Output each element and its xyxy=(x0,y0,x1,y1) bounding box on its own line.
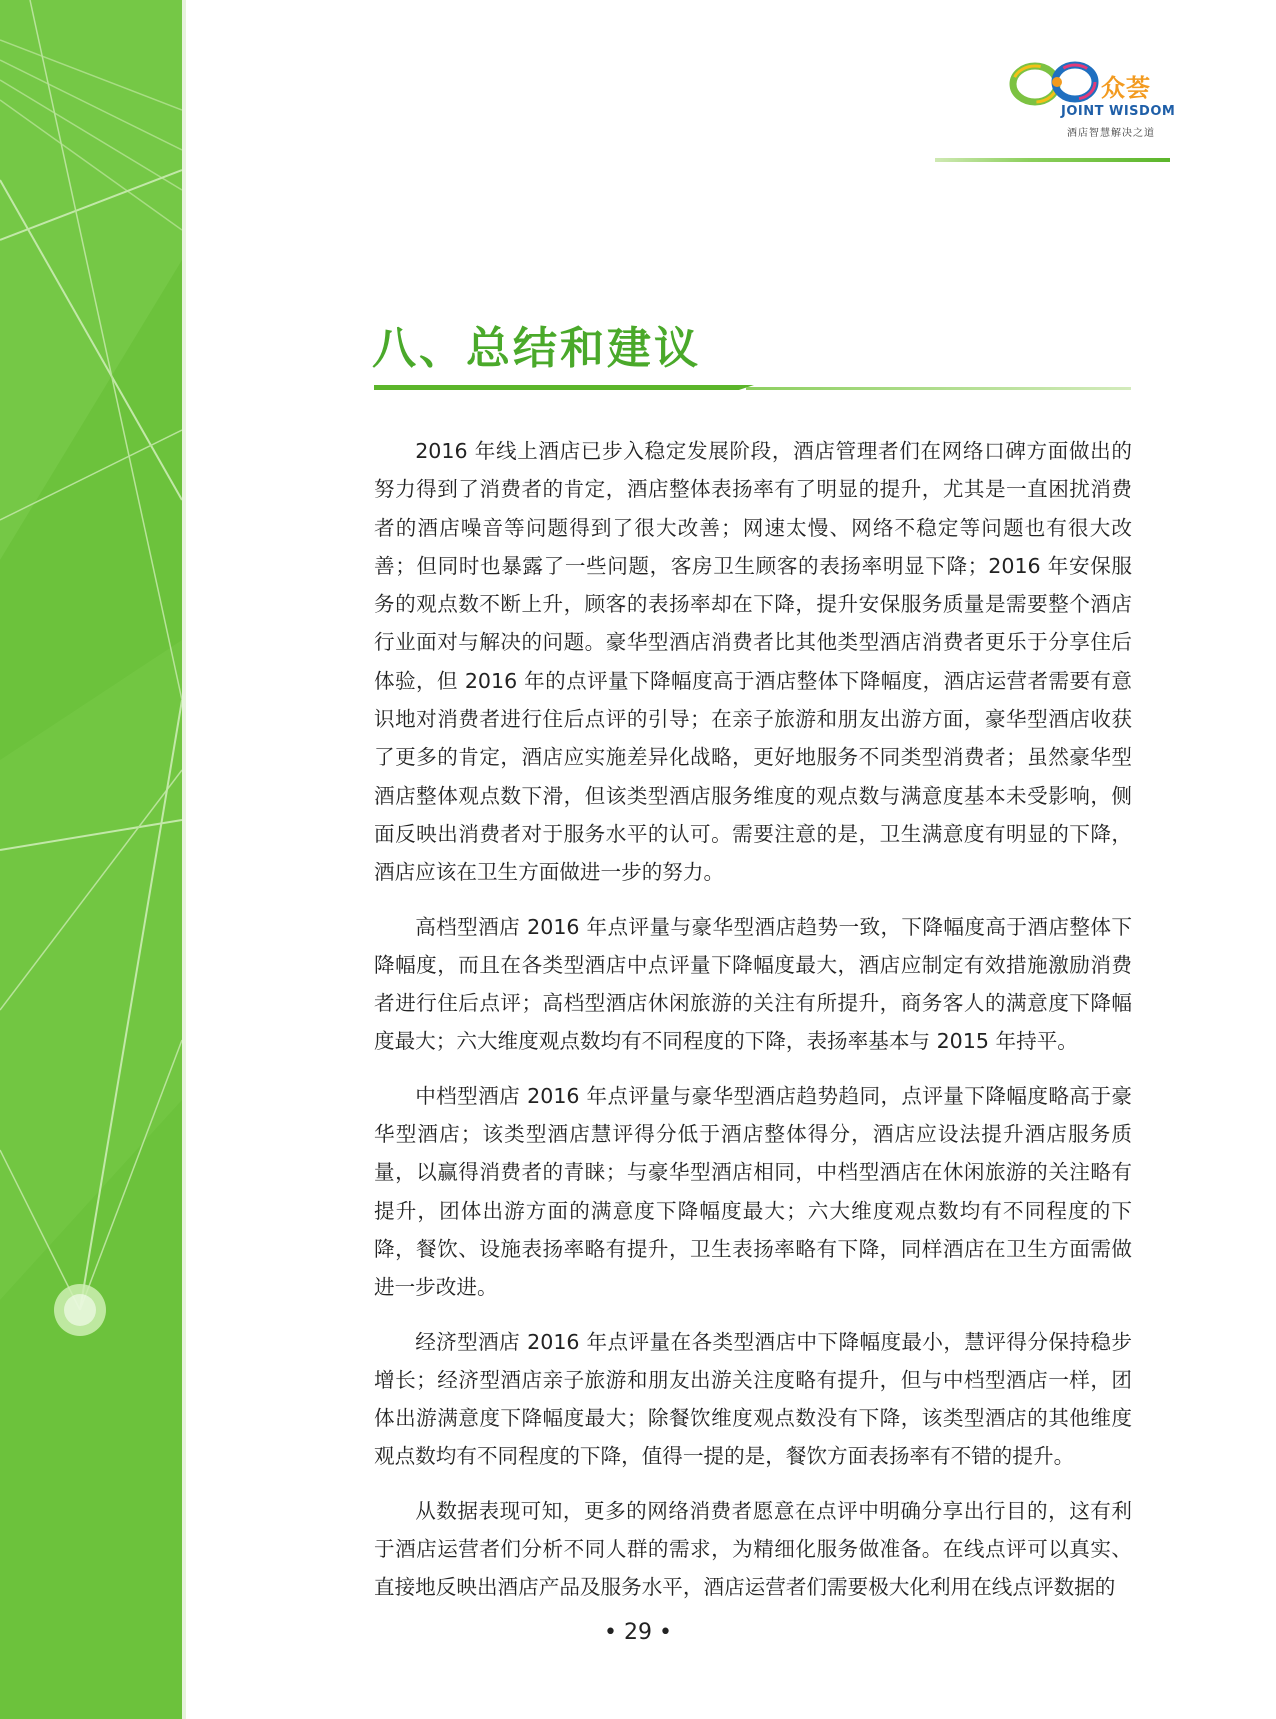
title-underline-thick xyxy=(374,385,754,390)
side-panel-edge xyxy=(182,0,186,1719)
paragraph-conclusion: 从数据表现可知，更多的网络消费者愿意在点评中明确分享出行目的，这有利于酒店运营者们分析不同人群的需求，为精细化服务做准备。在线点评可以真实、直接地反映出酒店产品及服务水平，酒店运营者们需要极大化利用在线点评数据的 xyxy=(374,1498,1132,1600)
logo-tagline: 酒店智慧解决之道 xyxy=(1067,128,1155,139)
paragraph-midscale-hotels: 中档型酒店 2016 年点评量与豪华型酒店趋势趋同，点评量下降幅度略高于豪华型酒店；该类型酒店慧评得分低于酒店整体得分，酒店应设法提升酒店服务质量，以赢得消费者的青睐；与豪华型酒店相同，中档型酒店在休闲旅游的关注略有提升，团体出游方面的满意度下降幅度最大；六大维度观点数均有不同程度的下降，餐饮、设施表扬率略有提升，卫生表扬率略有下降，同样酒店在卫生方面需做进一步改进。 xyxy=(374,1083,1132,1300)
logo-chinese-name: 众荟 xyxy=(1101,74,1151,102)
logo-english-name: JOINT WISDOM xyxy=(1061,104,1176,119)
brand-logo xyxy=(1005,54,1185,144)
paragraph-upscale-hotels: 高档型酒店 2016 年点评量与豪华型酒店趋势一致，下降幅度高于酒店整体下降幅度，而且在各类型酒店中点评量下降幅度最大，酒店应制定有效措施激励消费者进行住后点评；高档型酒店休闲旅游的关注有所提升，商务客人的满意度下降幅度最大；六大维度观点数均有不同程度的下降，表扬率基本与 2015 年持平。 xyxy=(374,914,1132,1054)
section-title: 八、总结和建议 xyxy=(372,323,701,374)
decorative-side-panel xyxy=(0,0,182,1719)
body-content xyxy=(374,432,1132,1623)
title-underline-thin xyxy=(746,387,1131,390)
paragraph-economy-hotels: 经济型酒店 2016 年点评量在各类型酒店中下降幅度最小，慧评得分保持稳步增长；经济型酒店亲子旅游和朋友出游关注度略有提升，但与中档型酒店一样，团体出游满意度下降幅度最大；除餐饮维度观点数没有下降，该类型酒店的其他维度观点数均有不同程度的下降，值得一提的是，餐饮方面表扬率有不错的提升。 xyxy=(374,1329,1132,1469)
side-panel-pattern xyxy=(0,0,182,1719)
paragraph-overview: 2016 年线上酒店已步入稳定发展阶段，酒店管理者们在网络口碑方面做出的努力得到了消费者的肯定，酒店整体表扬率有了明显的提升，尤其是一直困扰消费者的酒店噪音等问题得到了很大改善；网速太慢、网络不稳定等问题也有很大改善；但同时也暴露了一些问题，客房卫生顾客的表扬率明显下降；2016 年安保服务的观点数不断上升，顾客的表扬率却在下降，提升安保服务质量是需要整个酒店行业面对与解决的问题。豪华型酒店消费者比其他类型酒店消费者更乐于分享住后体验，但 2016 年的点评量下降幅度高于酒店整体下降幅度，酒店运营者需要有意识地对消费者进行住后点评的引导；在亲子旅游和朋友出游方面，豪华型酒店收获了更多的肯定，酒店应实施差异化战略，更好地服务不同类型消费者；虽然豪华型酒店整体观点数下滑，但该类型酒店服务维度的观点数与满意度基本未受影响，侧面反映出消费者对于服务水平的认可。需要注意的是，卫生满意度有明显的下降，酒店应该在卫生方面做进一步的努力。 xyxy=(374,439,1132,885)
page-number: • 29 • xyxy=(604,1620,672,1645)
header-accent-line xyxy=(935,158,1170,162)
title-underline xyxy=(374,385,1131,391)
